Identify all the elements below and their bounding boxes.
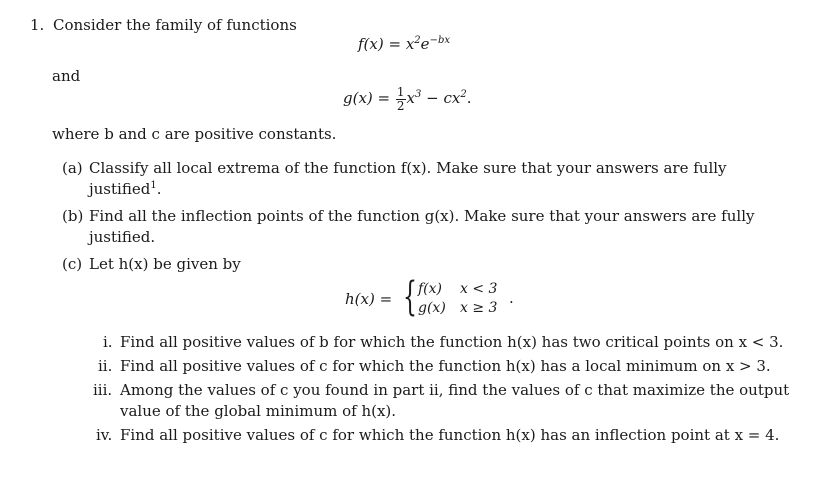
f-base-exponent: 2 [414, 35, 421, 46]
and-text: and [52, 67, 81, 85]
f-e: e [420, 35, 430, 53]
piecewise-case-2 [418, 300, 497, 319]
part-c-line1: Let h(x) be given by [89, 255, 241, 273]
f-definition [358, 37, 450, 52]
g-cx-exponent: 2 [460, 89, 467, 101]
g-x-exponent: 3 [414, 89, 422, 101]
part-b-line2: justified. [89, 228, 156, 246]
g-end-period: . [466, 89, 472, 108]
subpart-ii-text: Find all positive values of c for which the function h(x) has a local minimum on x > 3. [120, 357, 771, 375]
constants-note: where b and c are positive constants. [52, 125, 337, 143]
case-1-condition: x < 3 [460, 281, 498, 297]
h-lhs: h(x) = [345, 290, 393, 308]
subpart-iv-label: iv. [96, 426, 113, 444]
f-lhs: f(x) = [358, 35, 406, 53]
part-a-period: . [156, 180, 162, 198]
part-a-line2 [89, 182, 161, 197]
subpart-ii-label: ii. [98, 357, 113, 375]
part-a-label: (a) [62, 159, 83, 177]
f-e-exponent: −bx [429, 35, 450, 46]
problem-number: 1. [30, 16, 45, 34]
f-base: x [405, 35, 415, 53]
footnote-mark: 1 [150, 180, 157, 191]
g-definition [343, 86, 471, 112]
problem-intro: Consider the family of functions [53, 16, 297, 34]
part-a-line1: Classify all local extrema of the function f(x). Make sure that your answers are fully [89, 159, 727, 177]
subpart-iii-label: iii. [93, 381, 113, 399]
part-b-label: (b) [62, 207, 84, 225]
part-c-label: (c) [62, 255, 83, 273]
case-2-condition: x ≥ 3 [460, 300, 498, 316]
g-minus-cx: − cx [421, 89, 461, 108]
subpart-i-label: i. [103, 333, 113, 351]
g-x: x [406, 89, 415, 108]
part-b-line1: Find all the inflection points of the function g(x). Make sure that your answers are fully [89, 207, 755, 225]
g-fraction [396, 86, 406, 112]
h-end-period: . [509, 289, 514, 307]
subpart-iii-line2: value of the global minimum of h(x). [120, 402, 397, 420]
g-fraction-numerator: 1 [396, 85, 405, 99]
g-fraction-denominator: 2 [396, 98, 405, 113]
subpart-iii-line1: Among the values of c you found in part ii, find the values of c that maximize the output [120, 381, 790, 399]
case-2-function: g(x) [418, 300, 446, 316]
case-1-function: f(x) [418, 281, 443, 297]
g-lhs: g(x) = [343, 89, 395, 108]
piecewise-brace: { [403, 274, 417, 320]
part-a-justified: justified [89, 180, 151, 198]
piecewise-case-1 [418, 281, 497, 300]
subpart-iv-text: Find all positive values of c for which the function h(x) has an inflection point at x = 4. [120, 426, 780, 444]
piecewise-cases [418, 281, 497, 319]
subpart-i-text: Find all positive values of b for which the function h(x) has two critical points on x < 3. [120, 333, 784, 351]
